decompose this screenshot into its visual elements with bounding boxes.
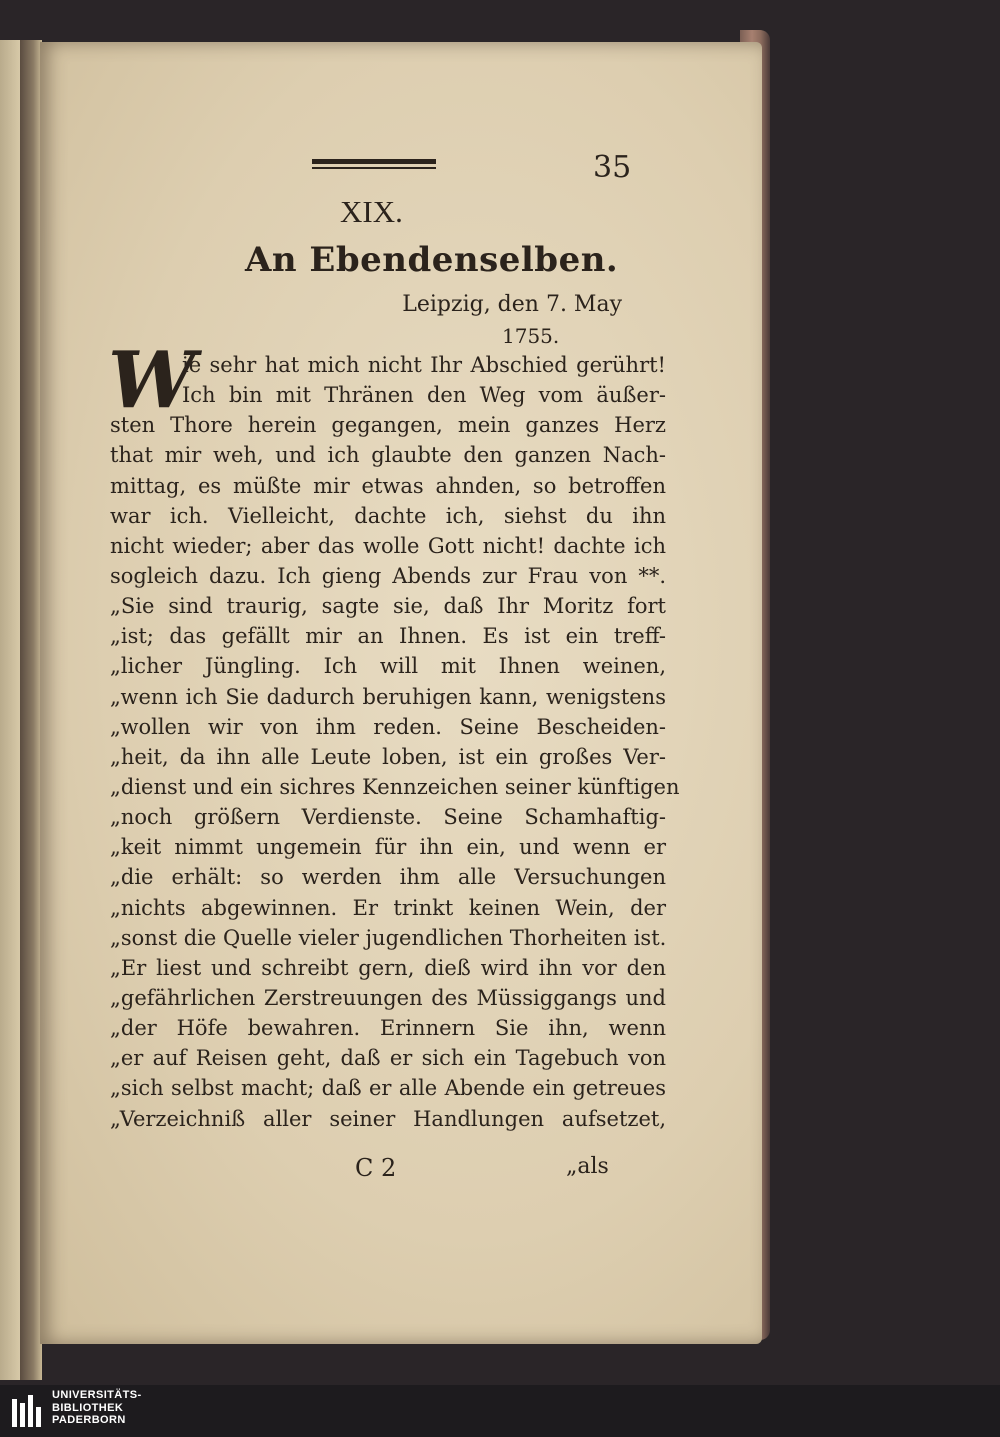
text-line: „Er liest und schreibt gern, dieß wird ihn vor den [110, 955, 666, 980]
text-line: „Verzeichniß aller seiner Handlungen aufsetzet, [110, 1106, 666, 1131]
text-line: sten Thore herein gegangen, mein ganzes Herz [110, 413, 666, 438]
text-line: „sich selbst macht; daß er alle Abende ein getreues [110, 1076, 666, 1101]
text-line: „gefährlichen Zerstreuungen des Müssiggangs und [110, 985, 666, 1010]
text-line: „sonst die Quelle vieler jugendlichen Thorheiten ist. [110, 925, 667, 950]
library-logo-icon [10, 1393, 46, 1429]
chapter-number: XIX. [340, 194, 403, 229]
catchword: „als [566, 1154, 609, 1179]
text-line: „keit nimmt ungemein für ihn ein, und wenn er [110, 835, 666, 860]
library-name-line: PADERBORN [52, 1414, 126, 1426]
text-line: „wenn ich Sie dadurch beruhigen kann, wenigstens [110, 684, 666, 709]
place-date: Leipzig, den 7. May [402, 292, 622, 317]
text-line: mittag, es müßte mir etwas ahnden, so betroffen [110, 473, 666, 498]
page-text-block [40, 42, 762, 1344]
header-rule [312, 159, 436, 169]
text-line: „heit, da ihn alle Leute loben, ist ein großes Ver- [110, 744, 666, 769]
text-line: „Sie sind traurig, sagte sie, daß Ihr Moritz fort [110, 594, 666, 619]
text-line: „nichts abgewinnen. Er trinkt keinen Wein, der [110, 895, 666, 920]
text-line: that mir weh, und ich glaubte den ganzen Nach- [110, 443, 666, 468]
book-page [40, 42, 762, 1344]
text-line: ie sehr hat mich nicht Ihr Abschied gerührt! [182, 353, 666, 377]
library-name [52, 1389, 142, 1427]
footer-bar [0, 1385, 1000, 1437]
page-number: 35 [593, 150, 632, 185]
text-line: „der Höfe bewahren. Erinnern Sie ihn, wenn [110, 1016, 666, 1041]
drop-cap: W [108, 335, 196, 426]
letter-body [110, 350, 680, 1134]
text-line: „er auf Reisen geht, daß er sich ein Tagebuch von [110, 1046, 666, 1071]
text-line: „ist; das gefällt mir an Ihnen. Es ist ein treff- [110, 624, 666, 649]
text-line: „die erhält: so werden ihm alle Versuchungen [110, 865, 666, 890]
letter-year: 1755. [502, 324, 560, 348]
text-line: Ich bin mit Thränen den Weg vom äußer- [182, 383, 666, 408]
signature-mark: C 2 [355, 1154, 397, 1182]
text-line: war ich. Vielleicht, dachte ich, siehst du ihn [110, 503, 666, 528]
text-line: nicht wieder; aber das wolle Gott nicht! dachte ich [110, 533, 666, 558]
library-name-line: UNIVERSITÄTS- [52, 1389, 142, 1401]
library-name-line: BIBLIOTHEK [52, 1401, 124, 1414]
letter-title: An Ebendenselben. [245, 240, 619, 280]
text-line: sogleich dazu. Ich gieng Abends zur Frau von **. [110, 563, 666, 588]
left-page-edge [0, 40, 20, 1380]
text-line: „dienst und ein sichres Kennzeichen seiner künftigen [110, 774, 680, 799]
text-line: „noch größern Verdienste. Seine Schamhaftig- [110, 805, 666, 830]
text-line: „licher Jüngling. Ich will mit Ihnen weinen, [110, 654, 666, 679]
book-gutter [20, 40, 42, 1380]
text-line: „wollen wir von ihm reden. Seine Bescheiden- [110, 714, 666, 739]
